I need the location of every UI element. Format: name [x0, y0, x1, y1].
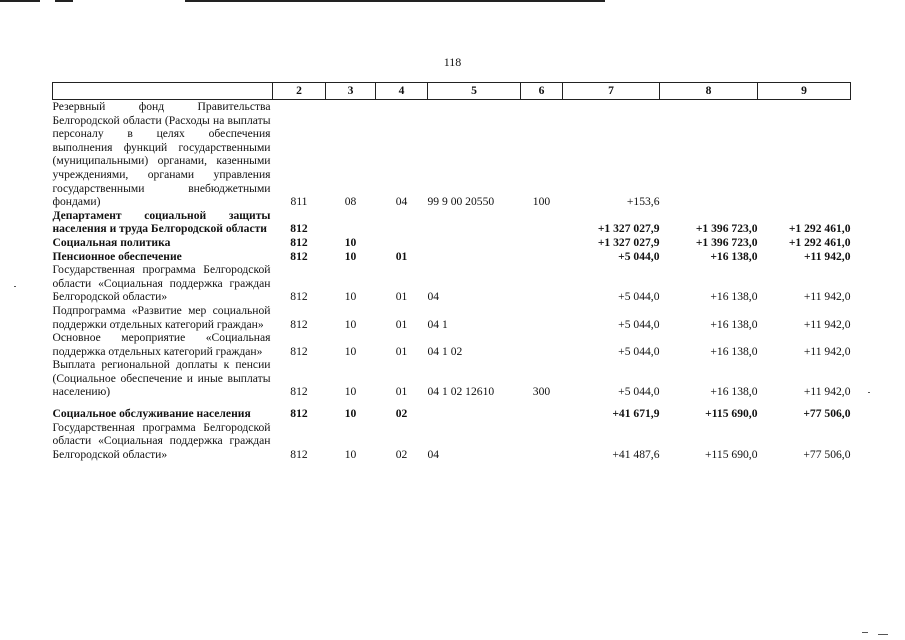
cell-vr — [521, 236, 563, 250]
cell-rz: 10 — [344, 290, 357, 304]
cell-ved: 812 — [290, 290, 308, 304]
cell-csr: 04 — [427, 290, 440, 304]
row-name: Социальная политика — [52, 235, 171, 249]
cell-pr: 01 — [395, 249, 408, 263]
cell-vr — [521, 250, 563, 264]
column-header: 9 — [758, 83, 851, 100]
cell-col8: +16 138,0 — [710, 249, 758, 263]
cell-csr — [428, 407, 521, 421]
row-name: Пенсионное обеспечение — [52, 249, 182, 263]
table-row — [53, 236, 851, 250]
cell-pr — [376, 236, 428, 250]
row-name: Основное мероприятие «Социальная поддержка отдельных категорий граждан» — [52, 331, 271, 358]
cell-rz: 10 — [344, 344, 357, 358]
table-row — [53, 331, 851, 358]
column-header — [53, 83, 273, 100]
cell-col9: +1 292 461,0 — [788, 235, 851, 249]
column-header: 8 — [660, 83, 758, 100]
cell-ved: 811 — [290, 195, 308, 209]
cell-col8: +16 138,0 — [710, 344, 758, 358]
cell-pr: 02 — [395, 447, 408, 461]
column-header: 4 — [376, 83, 428, 100]
cell-col7: +1 327 027,9 — [597, 222, 660, 236]
cell-col8: +115 690,0 — [705, 407, 758, 421]
cell-csr: 04 — [427, 447, 440, 461]
cell-rz: 10 — [344, 385, 357, 399]
cell-ved: 812 — [290, 235, 308, 249]
cell-vr — [521, 209, 563, 236]
row-name: Департамент социальной защиты населения и труда Белгородской области — [52, 208, 271, 236]
cell-col7: +153,6 — [626, 195, 660, 209]
cell-vr — [521, 421, 563, 462]
table-row — [53, 100, 851, 209]
cell-col9 — [758, 100, 851, 209]
cell-rz: 10 — [344, 249, 357, 263]
cell-col7: +1 327 027,9 — [597, 235, 660, 249]
cell-pr — [376, 209, 428, 236]
cell-col7: +5 044,0 — [618, 290, 660, 304]
cell-col7: +41 671,9 — [612, 407, 660, 421]
cell-rz: 10 — [344, 447, 357, 461]
cell-ved: 812 — [290, 447, 308, 461]
cell-col7: +5 044,0 — [618, 344, 660, 358]
cell-col8: +1 396 723,0 — [695, 235, 758, 249]
cell-csr: 04 1 02 — [427, 344, 463, 358]
cell-col9: +11 942,0 — [803, 344, 851, 358]
cell-rz: 10 — [344, 407, 357, 421]
cell-vr: 300 — [532, 385, 551, 399]
table-row — [53, 209, 851, 236]
column-header: 3 — [326, 83, 376, 100]
cell-col9: +11 942,0 — [803, 385, 851, 399]
top-edge-rule — [55, 0, 73, 2]
table-header-row — [53, 83, 851, 100]
budget-table — [52, 82, 851, 461]
scan-speck — [878, 634, 888, 635]
cell-col9: +11 942,0 — [803, 290, 851, 304]
cell-col8: +115 690,0 — [705, 447, 758, 461]
cell-ved: 812 — [290, 344, 308, 358]
cell-csr — [428, 236, 521, 250]
cell-rz: 10 — [344, 317, 357, 331]
cell-col7: +5 044,0 — [618, 385, 660, 399]
row-name: Выплата региональной доплаты к пенсии (Социальное обеспечение и иные выплаты населению) — [52, 358, 271, 399]
table-row — [53, 263, 851, 304]
spacer-cell — [53, 399, 851, 407]
row-name: Подпрограмма «Развитие мер социальной поддержки отдельных категорий граждан» — [52, 303, 271, 331]
scan-speck — [862, 632, 868, 633]
page-number: 118 — [443, 55, 462, 69]
cell-rz — [326, 209, 376, 236]
cell-vr — [521, 407, 563, 421]
cell-ved: 812 — [290, 385, 308, 399]
cell-col8: +16 138,0 — [710, 385, 758, 399]
cell-pr: 01 — [395, 317, 408, 331]
cell-col8: +1 396 723,0 — [695, 222, 758, 236]
table-row — [53, 421, 851, 462]
table-row — [53, 358, 851, 399]
column-header: 5 — [428, 83, 521, 100]
cell-pr: 01 — [395, 290, 408, 304]
cell-csr: 99 9 00 20550 — [427, 195, 495, 209]
column-header: 2 — [273, 83, 326, 100]
cell-csr: 04 1 02 12610 — [427, 385, 495, 399]
cell-pr: 01 — [395, 344, 408, 358]
cell-csr — [428, 250, 521, 264]
scan-speck — [14, 286, 16, 287]
cell-col7: +5 044,0 — [618, 317, 660, 331]
cell-ved: 812 — [290, 222, 308, 236]
cell-pr: 01 — [395, 385, 408, 399]
row-name: Государственная программа Белгородской области «Социальная поддержка граждан Белгородской области» — [52, 420, 271, 461]
top-edge-rule — [0, 0, 40, 2]
row-name: Государственная программа Белгородской области «Социальная поддержка граждан Белгородской области» — [52, 263, 271, 304]
cell-col7: +5 044,0 — [618, 249, 660, 263]
cell-col8: +16 138,0 — [710, 290, 758, 304]
cell-col8 — [660, 100, 758, 209]
table-body — [53, 100, 851, 462]
cell-col9: +1 292 461,0 — [788, 222, 851, 236]
cell-pr: 04 — [395, 195, 408, 209]
cell-pr: 02 — [395, 407, 408, 421]
cell-vr — [521, 304, 563, 331]
cell-rz: 08 — [344, 195, 357, 209]
table-row — [53, 407, 851, 421]
cell-col9: +11 942,0 — [803, 317, 851, 331]
cell-rz: 10 — [344, 235, 357, 249]
row-spacer — [53, 399, 851, 407]
cell-col7: +41 487,6 — [612, 447, 660, 461]
cell-csr — [428, 209, 521, 236]
scan-speck — [868, 392, 870, 393]
cell-col8: +16 138,0 — [710, 317, 758, 331]
cell-vr — [521, 263, 563, 304]
cell-ved: 812 — [290, 407, 308, 421]
column-header: 7 — [563, 83, 660, 100]
cell-csr: 04 1 — [427, 317, 448, 331]
top-edge-rule — [185, 0, 605, 2]
column-header: 6 — [521, 83, 563, 100]
cell-vr: 100 — [532, 195, 551, 209]
cell-col9: +77 506,0 — [803, 447, 851, 461]
cell-ved: 812 — [290, 249, 308, 263]
cell-vr — [521, 331, 563, 358]
cell-col9: +11 942,0 — [803, 249, 851, 263]
cell-ved: 812 — [290, 317, 308, 331]
row-name: Резервный фонд Правительства Белгородской области (Расходы на выплаты персоналу в целях обеспечения выполнения функций государственными (муниципальными) органами, казенными учреждениями, органами управления государственными внебюджетными фондами) — [52, 100, 271, 209]
cell-col9: +77 506,0 — [803, 407, 851, 421]
row-name: Социальное обслуживание населения — [52, 407, 251, 421]
table-row — [53, 250, 851, 264]
table-row — [53, 304, 851, 331]
